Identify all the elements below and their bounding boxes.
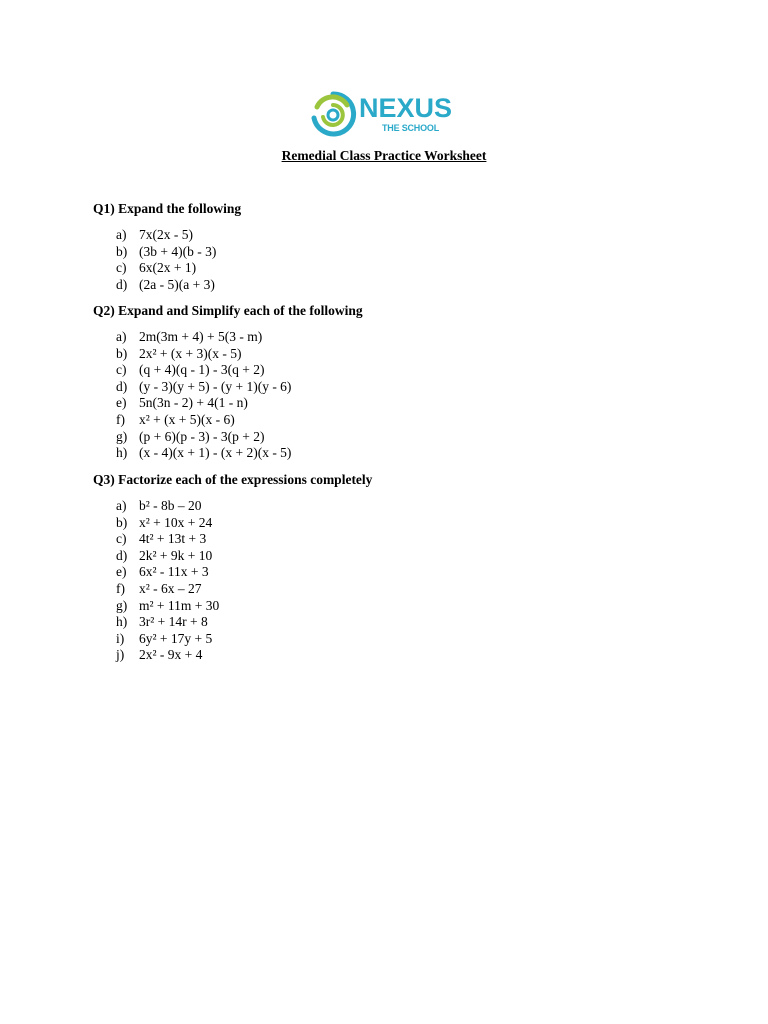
question-list-q2: [116, 329, 291, 462]
logo-swirl-icon: [309, 91, 357, 137]
item-expression: x² - 6x – 27: [139, 580, 202, 596]
list-item: [116, 329, 291, 346]
item-expression: 6y² + 17y + 5: [139, 630, 213, 646]
list-item: [116, 227, 216, 244]
item-expression: (y - 3)(y + 5) - (y + 1)(y - 6): [139, 378, 292, 394]
list-item: [116, 260, 216, 277]
question-list-q3: [116, 498, 219, 664]
item-expression: 2x² + (x + 3)(x - 5): [139, 345, 242, 361]
item-letter: f): [116, 580, 125, 596]
item-expression: 3r² + 14r + 8: [139, 614, 208, 630]
list-item: [116, 412, 291, 429]
list-item: [116, 277, 216, 294]
list-item: [116, 631, 219, 648]
item-letter: e): [116, 395, 127, 411]
item-expression: (p + 6)(p - 3) - 3(p + 2): [139, 428, 265, 444]
item-expression: m² + 11m + 30: [139, 597, 220, 613]
item-letter: c): [116, 362, 127, 378]
item-letter: g): [116, 428, 128, 444]
item-letter: b): [116, 345, 128, 361]
item-letter: g): [116, 597, 128, 613]
item-letter: e): [116, 564, 127, 580]
list-item: [116, 244, 216, 261]
list-item: [116, 379, 291, 396]
item-letter: a): [116, 227, 127, 242]
item-letter: j): [116, 647, 125, 663]
list-item: [116, 362, 291, 379]
item-letter: b): [116, 514, 128, 530]
item-expression: x² + 10x + 24: [139, 514, 213, 530]
list-item: [116, 429, 291, 446]
question-list-q1: [116, 227, 216, 293]
item-letter: h): [116, 614, 128, 630]
section-heading-q1: Q1) Expand the following: [93, 201, 242, 216]
list-item: [116, 395, 291, 412]
item-letter: a): [116, 498, 127, 513]
item-expression: 5n(3n - 2) + 4(1 - n): [139, 395, 248, 411]
logo-subtitle: THE SCHOOL: [382, 123, 440, 133]
item-expression: b² - 8b – 20: [139, 498, 202, 513]
list-item: [116, 531, 219, 548]
list-item: [116, 647, 219, 664]
item-expression: 6x(2x + 1): [139, 260, 197, 276]
item-letter: d): [116, 547, 128, 563]
item-expression: 2x² - 9x + 4: [139, 647, 203, 663]
item-expression: (q + 4)(q - 1) - 3(q + 2): [139, 362, 265, 378]
item-letter: d): [116, 378, 128, 394]
item-expression: 7x(2x - 5): [139, 227, 193, 242]
list-item: [116, 346, 291, 363]
list-item: [116, 614, 219, 631]
list-item: [116, 598, 219, 615]
item-letter: b): [116, 243, 128, 259]
list-item: [116, 445, 291, 462]
section-heading-q3: Q3) Factorize each of the expressions completely: [93, 472, 373, 487]
item-letter: d): [116, 276, 128, 292]
item-letter: f): [116, 411, 125, 427]
school-logo: [309, 91, 461, 137]
item-letter: c): [116, 260, 127, 276]
item-expression: 6x² - 11x + 3: [139, 564, 209, 580]
list-item: [116, 564, 219, 581]
item-letter: h): [116, 445, 128, 461]
list-item: [116, 498, 219, 515]
item-expression: (3b + 4)(b - 3): [139, 243, 217, 259]
item-expression: (x - 4)(x + 1) - (x + 2)(x - 5): [139, 445, 292, 461]
list-item: [116, 581, 219, 598]
item-expression: 2m(3m + 4) + 5(3 - m): [139, 329, 263, 344]
logo-wordmark: NEXUS: [359, 93, 453, 123]
worksheet-title: Remedial Class Practice Worksheet: [281, 148, 487, 163]
item-letter: i): [116, 630, 125, 646]
item-expression: 2k² + 9k + 10: [139, 547, 213, 563]
list-item: [116, 548, 219, 565]
list-item: [116, 515, 219, 532]
item-expression: x² + (x + 5)(x - 6): [139, 411, 235, 427]
item-expression: (2a - 5)(a + 3): [139, 276, 215, 292]
item-letter: a): [116, 329, 127, 344]
section-heading-q2: Q2) Expand and Simplify each of the following: [93, 303, 363, 318]
item-expression: 4t² + 13t + 3: [139, 531, 207, 547]
item-letter: c): [116, 531, 127, 547]
